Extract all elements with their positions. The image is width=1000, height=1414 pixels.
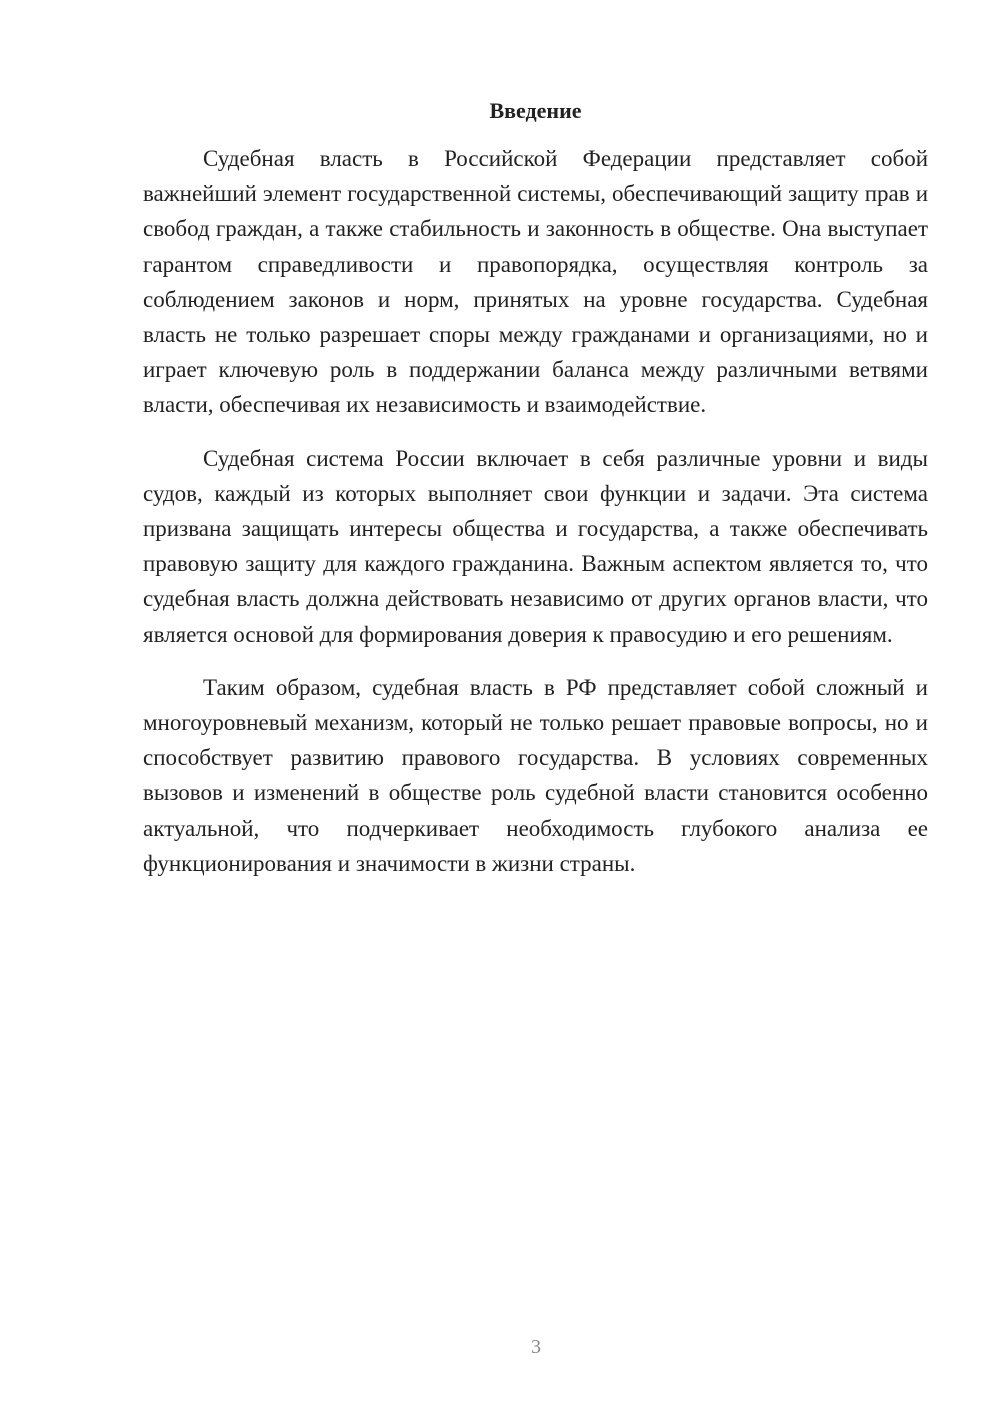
paragraph-1: Судебная власть в Российской Федерации представляет собой важнейший элемент государственной системы, обеспечивающий защиту прав и свобод граждан, а также стабильность и законность в обществе. Она выступает гарантом справедливости и правопорядка, осуществляя контроль за соблюдением законов и норм, принятых на уровне государства. Судебная власть не только разрешает споры между гражданами и организациями, но и играет ключевую роль в поддержании баланса между различными ветвями власти, обеспечивая их независимость и взаимодействие. [143,146,928,418]
page-title: Введение [489,98,582,123]
paragraph-3: Таким образом, судебная власть в РФ представляет собой сложный и многоуровневый механизм, который не только решает правовые вопросы, но и способствует развитию правового государства. В условиях современных вызовов и изменений в обществе роль судебной власти становится особенно актуальной, что подчеркивает необходимость глубокого анализа ее функционирования и значимости в жизни страны. [143,674,928,876]
paragraph-2: Судебная система России включает в себя различные уровни и виды судов, каждый из которых выполняет свои функции и задачи. Эта система призвана защищать интересы общества и государства, а также обеспечивать правовую защиту для каждого гражданина. Важным аспектом является то, что судебная власть должна действовать независимо от других органов власти, что является основой для формирования доверия к правосудию и его решениям. [143,445,928,647]
page-number: 3 [531,1336,541,1358]
body-text [143,141,928,899]
